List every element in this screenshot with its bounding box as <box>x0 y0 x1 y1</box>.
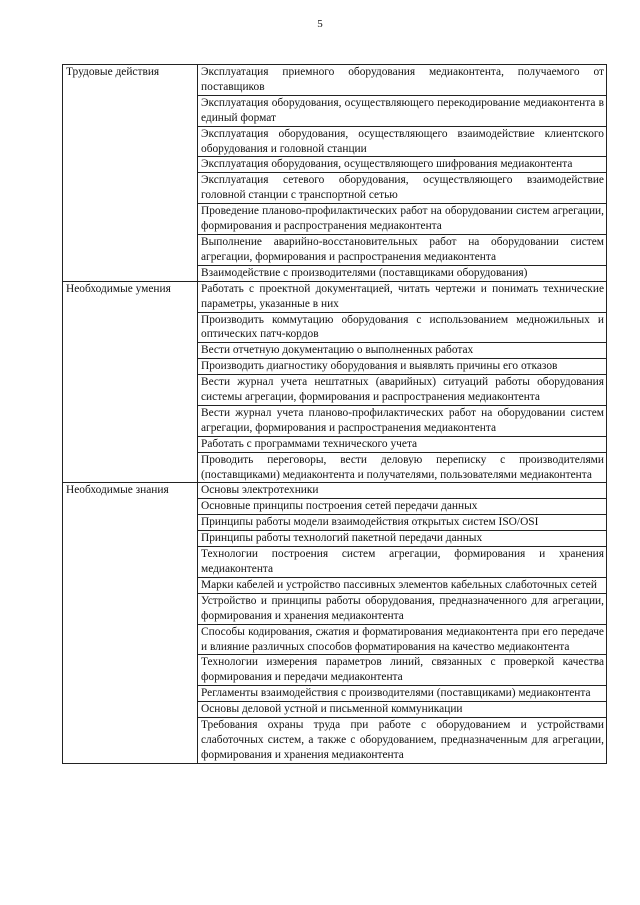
table-cell: Взаимодействие с производителями (поставщиками оборудования) <box>198 265 607 281</box>
table-cell: Регламенты взаимодействия с производителями (поставщиками) медиаконтента <box>198 686 607 702</box>
table-cell: Основы деловой устной и письменной коммуникации <box>198 702 607 718</box>
table-cell: Принципы работы модели взаимодействия открытых систем ISO/OSI <box>198 515 607 531</box>
table-row <box>63 65 607 96</box>
section-title-required-skills: Необходимые умения <box>63 281 198 483</box>
table-cell: Проведение планово-профилактических работ на оборудовании систем агрегации, формирования и распространения медиаконтента <box>198 204 607 235</box>
table-cell: Принципы работы технологий пакетной передачи данных <box>198 531 607 547</box>
page-number: 5 <box>317 18 323 30</box>
section-title-required-knowledge: Необходимые знания <box>63 483 198 763</box>
table-cell: Выполнение аварийно-восстановительных работ на оборудовании систем агрегации, формирования и распространения медиаконтента <box>198 234 607 265</box>
table-cell: Вести журнал учета планово-профилактических работ на оборудовании систем агрегации, формирования и распространения медиаконтента <box>198 405 607 436</box>
table-row <box>63 483 607 499</box>
table-cell: Эксплуатация оборудования, осуществляющего взаимодействие клиентского оборудования и головной станции <box>198 126 607 157</box>
table-cell: Эксплуатация сетевого оборудования, осуществляющего взаимодействие головной станции с транспортной сетью <box>198 173 607 204</box>
table-cell: Устройство и принципы работы оборудования, предназначенного для агрегации, формирования и хранения медиаконтента <box>198 593 607 624</box>
table-cell: Технологии измерения параметров линий, связанных с проверкой качества формирования и передачи медиаконтента <box>198 655 607 686</box>
table-cell: Марки кабелей и устройство пассивных элементов кабельных слаботочных сетей <box>198 577 607 593</box>
section-title-labor-actions: Трудовые действия <box>63 65 198 282</box>
table-cell: Основы электротехники <box>198 483 607 499</box>
table-row <box>63 281 607 312</box>
table-cell: Работать с программами технического учета <box>198 436 607 452</box>
table-cell: Работать с проектной документацией, читать чертежи и понимать технические параметры, указанные в них <box>198 281 607 312</box>
table-cell: Проводить переговоры, вести деловую переписку с производителями (поставщиками) медиаконтента и получателями, пользователями медиаконтента <box>198 452 607 483</box>
requirements-table <box>62 64 607 764</box>
table-cell: Производить диагностику оборудования и выявлять причины его отказов <box>198 359 607 375</box>
table-cell: Основные принципы построения сетей передачи данных <box>198 499 607 515</box>
table-cell: Эксплуатация оборудования, осуществляющего перекодирование медиаконтента в единый формат <box>198 95 607 126</box>
table-cell: Эксплуатация оборудования, осуществляющего шифрования медиаконтента <box>198 157 607 173</box>
table-cell: Способы кодирования, сжатия и форматирования медиаконтента при его передаче и влияние различных способов форматирования на качество медиаконтента <box>198 624 607 655</box>
table-cell: Вести журнал учета нештатных (аварийных) ситуаций работы оборудования системы агрегации, формирования и распространения медиаконтента <box>198 375 607 406</box>
table-cell: Технологии построения систем агрегации, формирования и хранения медиаконтента <box>198 547 607 578</box>
table-cell: Производить коммутацию оборудования с использованием медножильных и оптических патч-кордов <box>198 312 607 343</box>
table-cell: Эксплуатация приемного оборудования медиаконтента, получаемого от поставщиков <box>198 65 607 96</box>
table-cell: Вести отчетную документацию о выполненных работах <box>198 343 607 359</box>
table-cell: Требования охраны труда при работе с оборудованием и устройствами слаботочных систем, а также с оборудованием, предназначенным для агрегации, формирования и хранения медиаконтента <box>198 718 607 764</box>
